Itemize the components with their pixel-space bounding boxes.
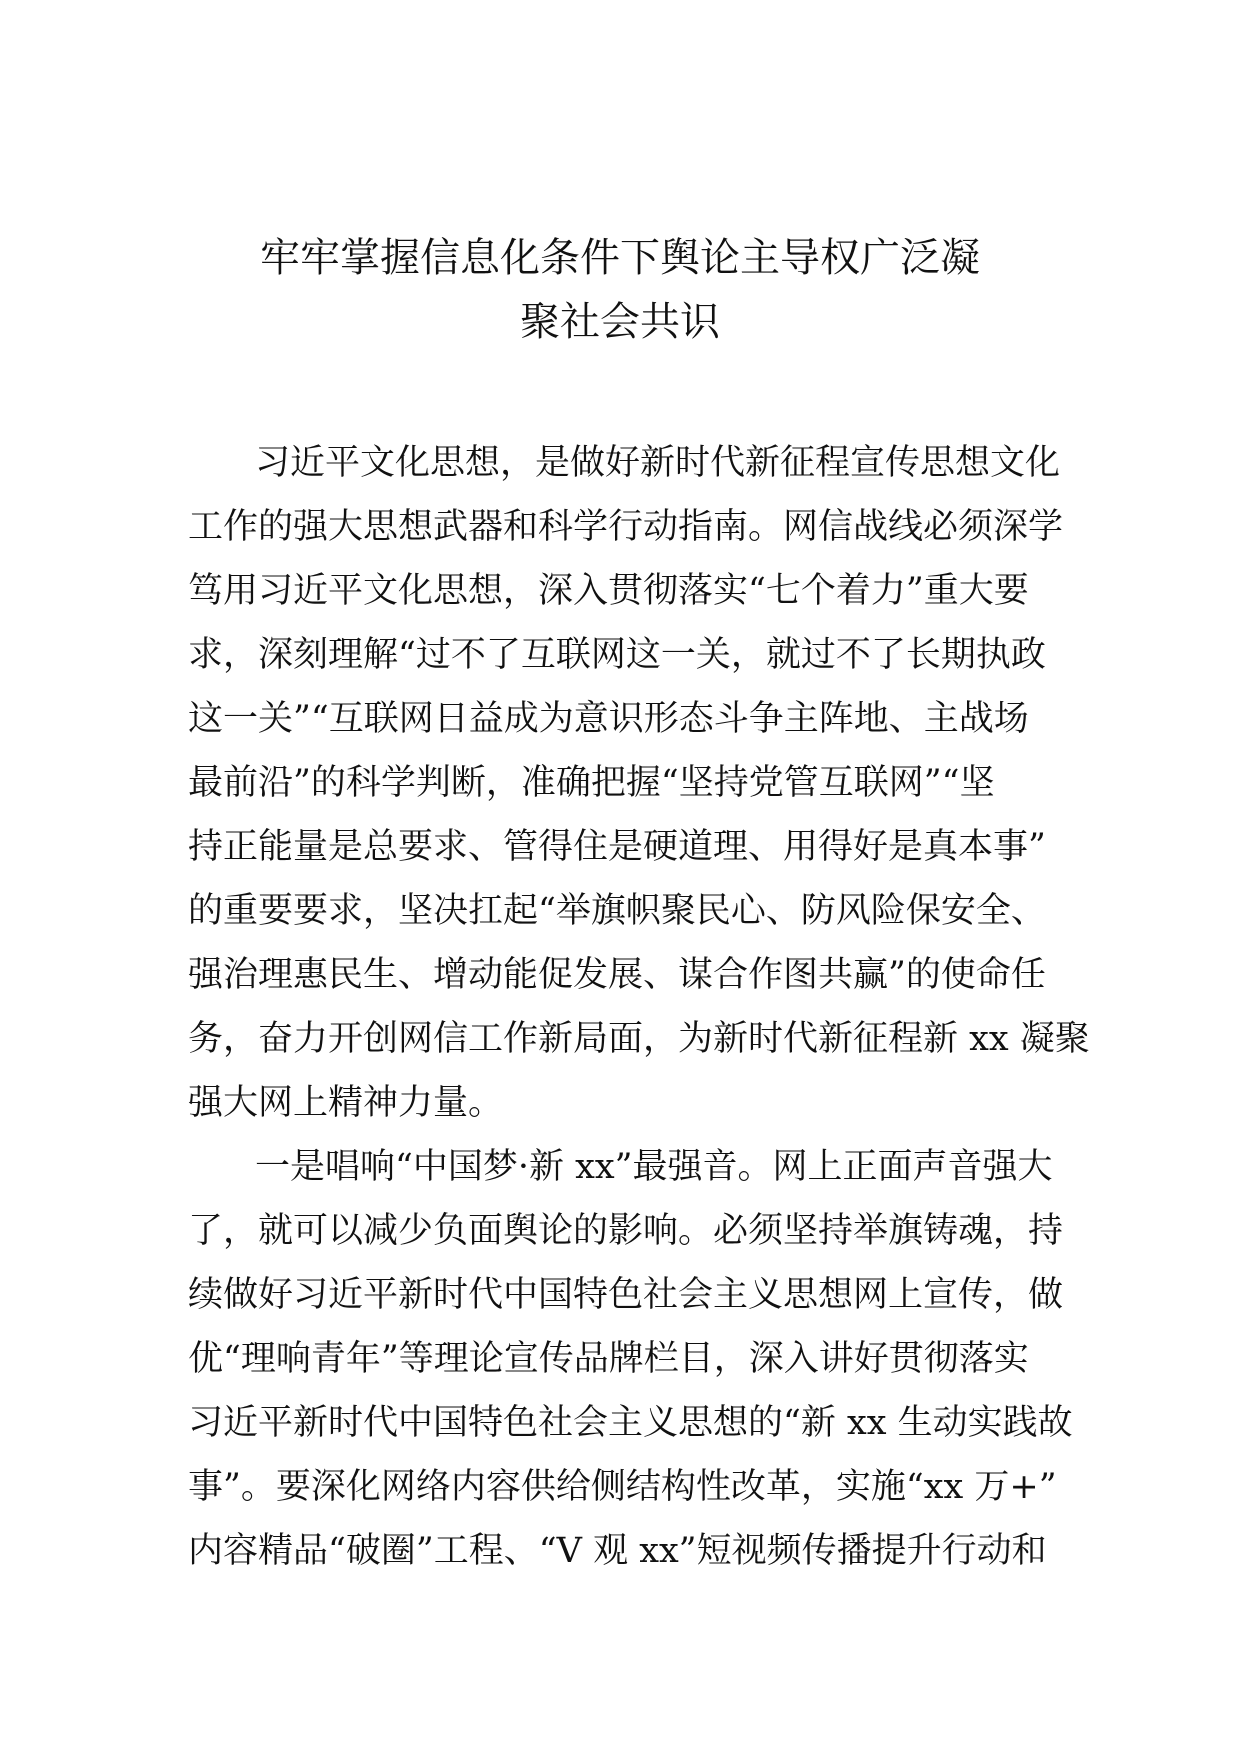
title-line-2: 聚社会共识: [520, 299, 720, 345]
paragraph-point-one: [188, 1135, 1073, 1583]
text-line: 工作的强大思想武器和科学行动指南。网信战线必须深学: [188, 507, 1064, 547]
text-line: 一是唱响“中国梦·新 xx”最强音。网上正面声音强大: [255, 1147, 1053, 1187]
text-line: 事”。要深化网络内容供给侧结构性改革，实施“xx 万+”: [188, 1467, 1057, 1507]
title-line-1: 牢牢掌握信息化条件下舆论主导权广泛凝: [260, 235, 980, 281]
document-title: [190, 226, 1050, 354]
text-line: 强治理惠民生、增动能促发展、谋合作图共赢”的使命任: [188, 955, 1046, 995]
text-line: 最前沿”的科学判断，准确把握“坚持党管互联网”“坚: [188, 763, 995, 803]
paragraph-intro: [188, 431, 1090, 1135]
text-line: 这一关”“互联网日益成为意识形态斗争主阵地、主战场: [188, 699, 1029, 739]
text-line: 的重要要求，坚决扛起“举旗帜聚民心、防风险保安全、: [188, 891, 1046, 931]
text-line: 了，就可以减少负面舆论的影响。必须坚持举旗铸魂，持: [188, 1211, 1064, 1251]
text-line: 持正能量是总要求、管得住是硬道理、用得好是真本事”: [188, 827, 1046, 867]
text-line: 习近平文化思想，是做好新时代新征程宣传思想文化: [255, 443, 1061, 483]
document-body: [188, 431, 1090, 1583]
text-line: 笃用习近平文化思想，深入贯彻落实“七个着力”重大要: [188, 571, 1029, 611]
text-line: 优“理响青年”等理论宣传品牌栏目，深入讲好贯彻落实: [188, 1339, 1029, 1379]
text-line: 习近平新时代中国特色社会主义思想的“新 xx 生动实践故: [188, 1403, 1073, 1443]
text-line: 求，深刻理解“过不了互联网这一关，就过不了长期执政: [188, 635, 1046, 675]
text-line: 续做好习近平新时代中国特色社会主义思想网上宣传，做: [188, 1275, 1064, 1315]
text-line: 强大网上精神力量。: [188, 1083, 504, 1123]
text-line: 内容精品“破圈”工程、“V 观 xx”短视频传播提升行动和: [188, 1531, 1047, 1571]
text-line: 务，奋力开创网信工作新局面，为新时代新征程新 xx 凝聚: [188, 1019, 1090, 1059]
